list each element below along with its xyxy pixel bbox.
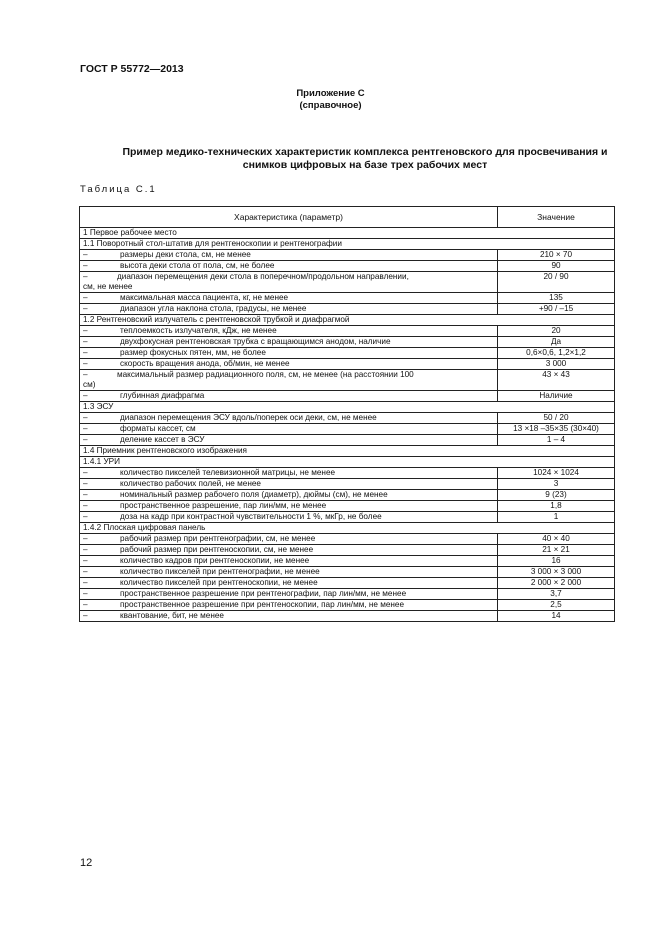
parameter-cell: деление кассет в ЭСУ — [118, 435, 498, 446]
row-dash: – — [80, 545, 119, 556]
row-dash: – — [80, 337, 119, 348]
parameter-cell: количество пикселей при рентгенографии, не менее — [118, 567, 498, 578]
value-cell: Да — [498, 337, 615, 348]
parameter-cell: скорость вращения анода, об/мин, не менее — [118, 359, 498, 370]
table-section-row — [80, 228, 615, 239]
row-dash: – — [80, 304, 119, 315]
table-row — [80, 611, 615, 622]
row-dash: – — [80, 611, 119, 622]
parameter-cell: пространственное разрешение, пар лин/мм, не менее — [118, 501, 498, 512]
table-row — [80, 250, 615, 261]
table-row — [80, 512, 615, 523]
value-cell: 0,6×0,6, 1,2×1,2 — [498, 348, 615, 359]
parameter-cell: количество рабочих полей, не менее — [118, 479, 498, 490]
value-cell: 2,5 — [498, 600, 615, 611]
parameter-cell: квантование, бит, не менее — [118, 611, 498, 622]
parameter-cell: рабочий размер при рентгеноскопии, см, не менее — [118, 545, 498, 556]
parameter-cell: рабочий размер при рентгенографии, см, не менее — [118, 534, 498, 545]
table-row — [80, 370, 615, 391]
table-row — [80, 435, 615, 446]
section-label: 1.1 Поворотный стол-штатив для рентгеноскопии и рентгенографии — [80, 239, 615, 250]
document-header: ГОСТ Р 55772—2013 — [80, 63, 184, 75]
row-dash: – — [80, 556, 119, 567]
row-dash: – — [80, 600, 119, 611]
value-cell: 43 × 43 — [498, 370, 615, 391]
table-row — [80, 348, 615, 359]
column-header-parameter: Характеристика (параметр) — [80, 207, 498, 228]
row-dash: – — [80, 512, 119, 523]
parameter-text: диапазон перемещения деки стола в поперечном/продольном направлении, — [117, 272, 409, 281]
table-section-row — [80, 523, 615, 534]
parameter-cell: высота деки стола от пола, см, не более — [118, 261, 498, 272]
value-cell: 3 000 × 3 000 — [498, 567, 615, 578]
table-row — [80, 490, 615, 501]
section-title — [70, 146, 660, 172]
table-section-row — [80, 402, 615, 413]
table-section-row — [80, 239, 615, 250]
section-label: 1.2 Рентгеновский излучатель с рентгеновской трубкой и диафрагмой — [80, 315, 615, 326]
parameter-text-continued: см, не менее — [83, 282, 133, 291]
value-cell: 2 000 × 2 000 — [498, 578, 615, 589]
parameter-cell: количество пикселей при рентгеноскопии, не менее — [118, 578, 498, 589]
value-cell: 135 — [498, 293, 615, 304]
value-cell: 1 — [498, 512, 615, 523]
row-dash: – — [80, 534, 119, 545]
table-section-row — [80, 315, 615, 326]
page-number: 12 — [80, 857, 93, 869]
spec-table — [79, 206, 615, 622]
table-row — [80, 501, 615, 512]
section-title-line1: Пример медико-технических характеристик комплекса рентгеновского для просвечивания и — [122, 146, 608, 158]
table-row — [80, 600, 615, 611]
table-header-row — [80, 207, 615, 228]
table-row — [80, 359, 615, 370]
row-dash: – — [80, 293, 119, 304]
spec-table-body — [80, 207, 615, 622]
appendix-title: Приложение С — [296, 88, 365, 99]
row-dash: – — [80, 589, 119, 600]
row-dash: – — [80, 479, 119, 490]
value-cell: 3 — [498, 479, 615, 490]
row-dash: – — [80, 490, 119, 501]
value-cell: 14 — [498, 611, 615, 622]
table-label: Таблица С.1 — [80, 184, 157, 195]
value-cell: 1024 × 1024 — [498, 468, 615, 479]
value-cell: +90 / –15 — [498, 304, 615, 315]
parameter-cell: количество кадров при рентгеноскопии, не менее — [118, 556, 498, 567]
section-label: 1.4.1 УРИ — [80, 457, 615, 468]
parameter-cell: максимальная масса пациента, кг, не менее — [118, 293, 498, 304]
table-row — [80, 589, 615, 600]
table-row — [80, 391, 615, 402]
value-cell: 3,7 — [498, 589, 615, 600]
row-dash: – — [80, 261, 119, 272]
parameter-cell: теплоемкость излучателя, кДж, не менее — [118, 326, 498, 337]
section-label: 1 Первое рабочее место — [80, 228, 615, 239]
table-row — [80, 337, 615, 348]
table-row — [80, 326, 615, 337]
table-row — [80, 479, 615, 490]
column-header-value: Значение — [498, 207, 615, 228]
parameter-cell: количество пикселей телевизионной матрицы, не менее — [118, 468, 498, 479]
value-cell: 1 – 4 — [498, 435, 615, 446]
row-dash: – — [80, 578, 119, 589]
table-row — [80, 293, 615, 304]
row-dash: – — [80, 567, 119, 578]
row-dash: – — [80, 413, 119, 424]
section-title-line2: снимков цифровых на базе трех рабочих мест — [242, 159, 488, 171]
table-row — [80, 578, 615, 589]
parameter-cell: форматы кассет, см — [118, 424, 498, 435]
value-cell: 9 (23) — [498, 490, 615, 501]
row-dash: – — [80, 326, 119, 337]
row-dash: – — [80, 501, 119, 512]
row-dash: – — [80, 250, 119, 261]
value-cell: 1,8 — [498, 501, 615, 512]
value-cell: 40 × 40 — [498, 534, 615, 545]
value-cell: 210 × 70 — [498, 250, 615, 261]
value-cell: 3 000 — [498, 359, 615, 370]
value-cell: 13 ×18 –35×35 (30×40) — [498, 424, 615, 435]
value-cell: Наличие — [498, 391, 615, 402]
value-cell: 20 / 90 — [498, 272, 615, 293]
table-row — [80, 304, 615, 315]
row-dash: – — [80, 468, 119, 479]
row-dash: – — [80, 391, 119, 402]
row-dash: – — [83, 370, 88, 379]
parameter-cell: диапазон угла наклона стола, градусы, не менее — [118, 304, 498, 315]
parameter-cell: пространственное разрешение при рентгеноскопии, пар лин/мм, не менее — [118, 600, 498, 611]
parameter-cell: номинальный размер рабочего поля (диаметр), дюймы (см), не менее — [118, 490, 498, 501]
value-cell: 90 — [498, 261, 615, 272]
row-dash: – — [80, 359, 119, 370]
parameter-text: максимальный размер радиационного поля, см, не менее (на расстоянии 100 — [117, 370, 414, 379]
value-cell: 50 / 20 — [498, 413, 615, 424]
table-row — [80, 534, 615, 545]
table-row — [80, 545, 615, 556]
table-section-row — [80, 446, 615, 457]
parameter-cell: пространственное разрешение при рентгенографии, пар лин/мм, не менее — [118, 589, 498, 600]
section-label: 1.4.2 Плоская цифровая панель — [80, 523, 615, 534]
value-cell: 21 × 21 — [498, 545, 615, 556]
value-cell: 20 — [498, 326, 615, 337]
parameter-cell: размеры деки стола, см, не менее — [118, 250, 498, 261]
table-row — [80, 261, 615, 272]
table-row — [80, 424, 615, 435]
appendix-heading — [0, 88, 661, 112]
parameter-text-continued: см) — [83, 380, 96, 389]
table-row — [80, 556, 615, 567]
parameter-cell: диапазон перемещения ЭСУ вдоль/поперек оси деки, см, не менее — [118, 413, 498, 424]
table-row — [80, 413, 615, 424]
parameter-cell: глубинная диафрагма — [118, 391, 498, 402]
appendix-subtitle: (справочное) — [299, 100, 362, 111]
row-dash: – — [80, 435, 119, 446]
row-dash: – — [83, 272, 88, 281]
value-cell: 16 — [498, 556, 615, 567]
row-dash: – — [80, 348, 119, 359]
parameter-cell: размер фокусных пятен, мм, не более — [118, 348, 498, 359]
row-dash: – — [80, 424, 119, 435]
section-label: 1.3 ЭСУ — [80, 402, 615, 413]
parameter-cell — [80, 272, 498, 293]
section-label: 1.4 Приемник рентгеновского изображения — [80, 446, 615, 457]
table-row — [80, 567, 615, 578]
parameter-cell: двухфокусная рентгеновская трубка с вращающимся анодом, наличие — [118, 337, 498, 348]
table-row — [80, 272, 615, 293]
table-row — [80, 468, 615, 479]
parameter-cell — [80, 370, 498, 391]
table-section-row — [80, 457, 615, 468]
parameter-cell: доза на кадр при контрастной чувствительности 1 %, мкГр, не более — [118, 512, 498, 523]
